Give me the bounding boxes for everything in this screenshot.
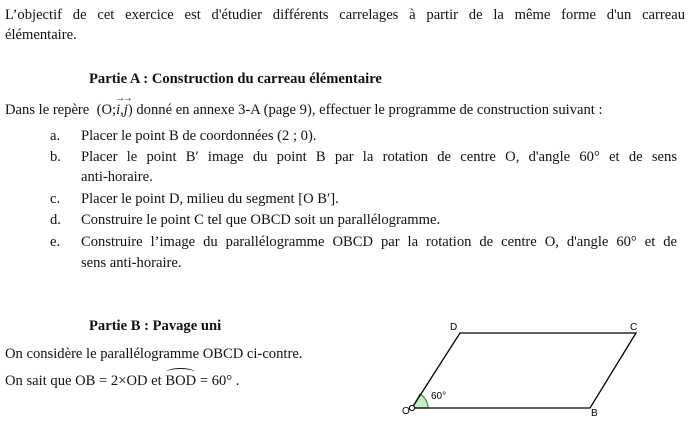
angle-label: 60° <box>431 391 447 402</box>
list-item-d: Construire le point C tel que OBCD soit un parallélogramme. <box>81 212 441 228</box>
part-b-title: Partie B : Pavage uni <box>89 318 222 334</box>
list-marker-c: c. <box>50 191 61 207</box>
part-b-line-1: On considère le parallélogramme OBCD ci-contre. <box>5 346 303 362</box>
list-item-c: Placer le point D, milieu du segment [O B′]. <box>81 191 339 207</box>
repere-notation: (O;→ i,→ j) <box>93 102 133 118</box>
list-item-b-line-1: Placer le point B′ image du point B par la rotation de centre O, d'angle 60° et de sens <box>81 149 677 165</box>
angle-bod: BOD <box>165 373 197 389</box>
part-b-line-2-after: = 60° . <box>196 373 240 389</box>
list-marker-d: d. <box>50 212 61 228</box>
instruction-before: Dans le repère <box>5 102 90 118</box>
part-b-line-2-before: On sait que OB = 2×OD et <box>5 373 166 389</box>
label-c: C <box>630 322 638 333</box>
intro-line-1: L’objectif de cet exercice est d'étudier différents carrelages à partir de la même forme d'un carreau <box>5 7 685 23</box>
part-a-title: Partie A : Construction du carreau élémentaire <box>89 71 382 87</box>
list-marker-b: b. <box>50 149 61 165</box>
point-o <box>409 405 414 410</box>
label-b: B <box>591 408 598 419</box>
intro-line-2: élémentaire. <box>5 27 77 43</box>
label-o: O <box>402 406 410 417</box>
list-marker-e: e. <box>50 234 61 250</box>
label-d: D <box>450 322 458 333</box>
instruction-after: donné en annexe 3-A (page 9), effectuer le programme de construction suivant : <box>136 102 603 118</box>
list-item-b-line-2: anti-horaire. <box>81 169 153 185</box>
list-item-a: Placer le point B de coordonnées (2 ; 0). <box>81 128 317 144</box>
list-item-e-line-2: sens anti-horaire. <box>81 255 182 271</box>
vector-j: → j <box>124 101 128 119</box>
list-item-e-line-1: Construire l’image du parallélogramme OBCD par la rotation de centre O, d'angle 60° et de <box>81 234 677 250</box>
vector-i: → i <box>116 101 120 119</box>
list-marker-a: a. <box>50 128 61 144</box>
